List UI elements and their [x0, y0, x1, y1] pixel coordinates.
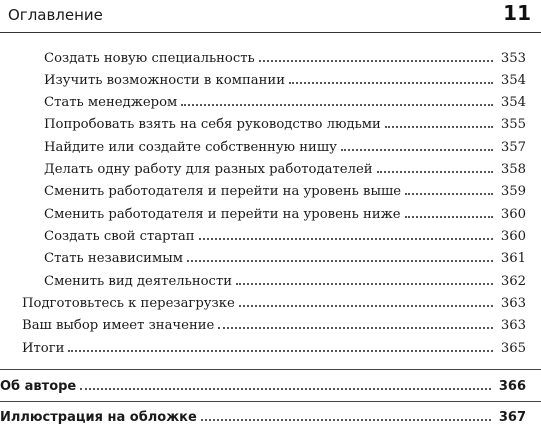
dot-leader — [289, 70, 493, 84]
toc-entry[interactable] — [44, 92, 526, 112]
dot-leader — [187, 248, 493, 262]
toc-entry[interactable] — [44, 181, 526, 201]
toc-entry[interactable] — [44, 226, 526, 246]
toc-entry-page: 360 — [500, 229, 526, 244]
toc-entry[interactable] — [44, 248, 526, 268]
toc-entry[interactable] — [44, 271, 526, 291]
toc-entry[interactable] — [44, 48, 526, 68]
toc-entry-page: 363 — [500, 318, 526, 333]
toc-entry-page: 357 — [500, 140, 526, 155]
dot-leader — [405, 181, 493, 195]
dot-leader — [239, 293, 493, 307]
dot-leader — [405, 204, 493, 218]
dot-leader — [341, 137, 493, 151]
running-head-title: Оглавление — [8, 6, 103, 24]
toc-entry-label: Сменить работодателя и перейти на уровень выше — [44, 184, 402, 199]
toc-chapter[interactable] — [0, 376, 526, 396]
toc-entry[interactable] — [44, 70, 526, 90]
toc-entry-label: Ваш выбор имеет значение — [22, 318, 215, 333]
dot-leader — [181, 92, 493, 106]
page-header — [0, 0, 541, 33]
toc-entry-page: 359 — [500, 184, 526, 199]
toc-entry-page: 365 — [500, 341, 526, 356]
page-number: 11 — [503, 1, 531, 25]
dot-leader — [199, 226, 493, 240]
section-divider — [0, 401, 541, 402]
toc-entry-page: 354 — [500, 73, 526, 88]
toc-entry[interactable] — [44, 159, 526, 179]
toc-entry-label: Создать свой стартап — [44, 229, 195, 244]
toc-entry-label: Итоги — [22, 341, 65, 356]
dot-leader — [68, 338, 492, 352]
toc-chapter-page: 367 — [498, 410, 526, 425]
toc-entry-page: 358 — [500, 162, 526, 177]
dot-leader — [236, 271, 493, 285]
toc-entry-label: Сменить вид деятельности — [44, 274, 233, 289]
toc-entry-page: 353 — [500, 51, 526, 66]
section-divider — [0, 369, 541, 370]
toc-entry-page: 360 — [500, 207, 526, 222]
toc-chapter[interactable] — [0, 407, 526, 427]
dot-leader — [385, 114, 493, 128]
toc-entry-label: Найдите или создайте собственную нишу — [44, 140, 337, 155]
toc-entry-label: Создать новую специальность — [44, 51, 255, 66]
toc-entry-page: 361 — [500, 251, 526, 266]
toc-entry-label: Стать менеджером — [44, 95, 178, 110]
toc-entry-page: 362 — [500, 274, 526, 289]
dot-leader — [80, 376, 491, 390]
toc-entry[interactable] — [22, 338, 526, 358]
toc-entry-page: 355 — [500, 117, 526, 132]
dot-leader — [259, 48, 493, 62]
toc-entry-label: Стать независимым — [44, 251, 183, 266]
toc-chapter-label: Иллюстрация на обложке — [0, 410, 197, 425]
toc-entry[interactable] — [22, 293, 526, 313]
dot-leader — [218, 315, 492, 329]
toc-entry[interactable] — [44, 137, 526, 157]
dot-leader — [201, 407, 491, 421]
toc-entry[interactable] — [22, 315, 526, 335]
toc-entry-page: 363 — [500, 296, 526, 311]
toc-entry-label: Попробовать взять на себя руководство людьми — [44, 117, 381, 132]
toc-entry-label: Подготовьтесь к перезагрузке — [22, 296, 235, 311]
toc-entry-page: 354 — [500, 95, 526, 110]
toc-chapter-page: 366 — [498, 379, 526, 394]
dot-leader — [377, 159, 493, 173]
toc-entry[interactable] — [44, 204, 526, 224]
toc-entry-label: Изучить возможности в компании — [44, 73, 285, 88]
toc-entry[interactable] — [44, 114, 526, 134]
toc-chapter-label: Об авторе — [0, 379, 77, 394]
toc-entry-label: Делать одну работу для разных работодателей — [44, 162, 373, 177]
toc-entry-label: Сменить работодателя и перейти на уровень ниже — [44, 207, 401, 222]
